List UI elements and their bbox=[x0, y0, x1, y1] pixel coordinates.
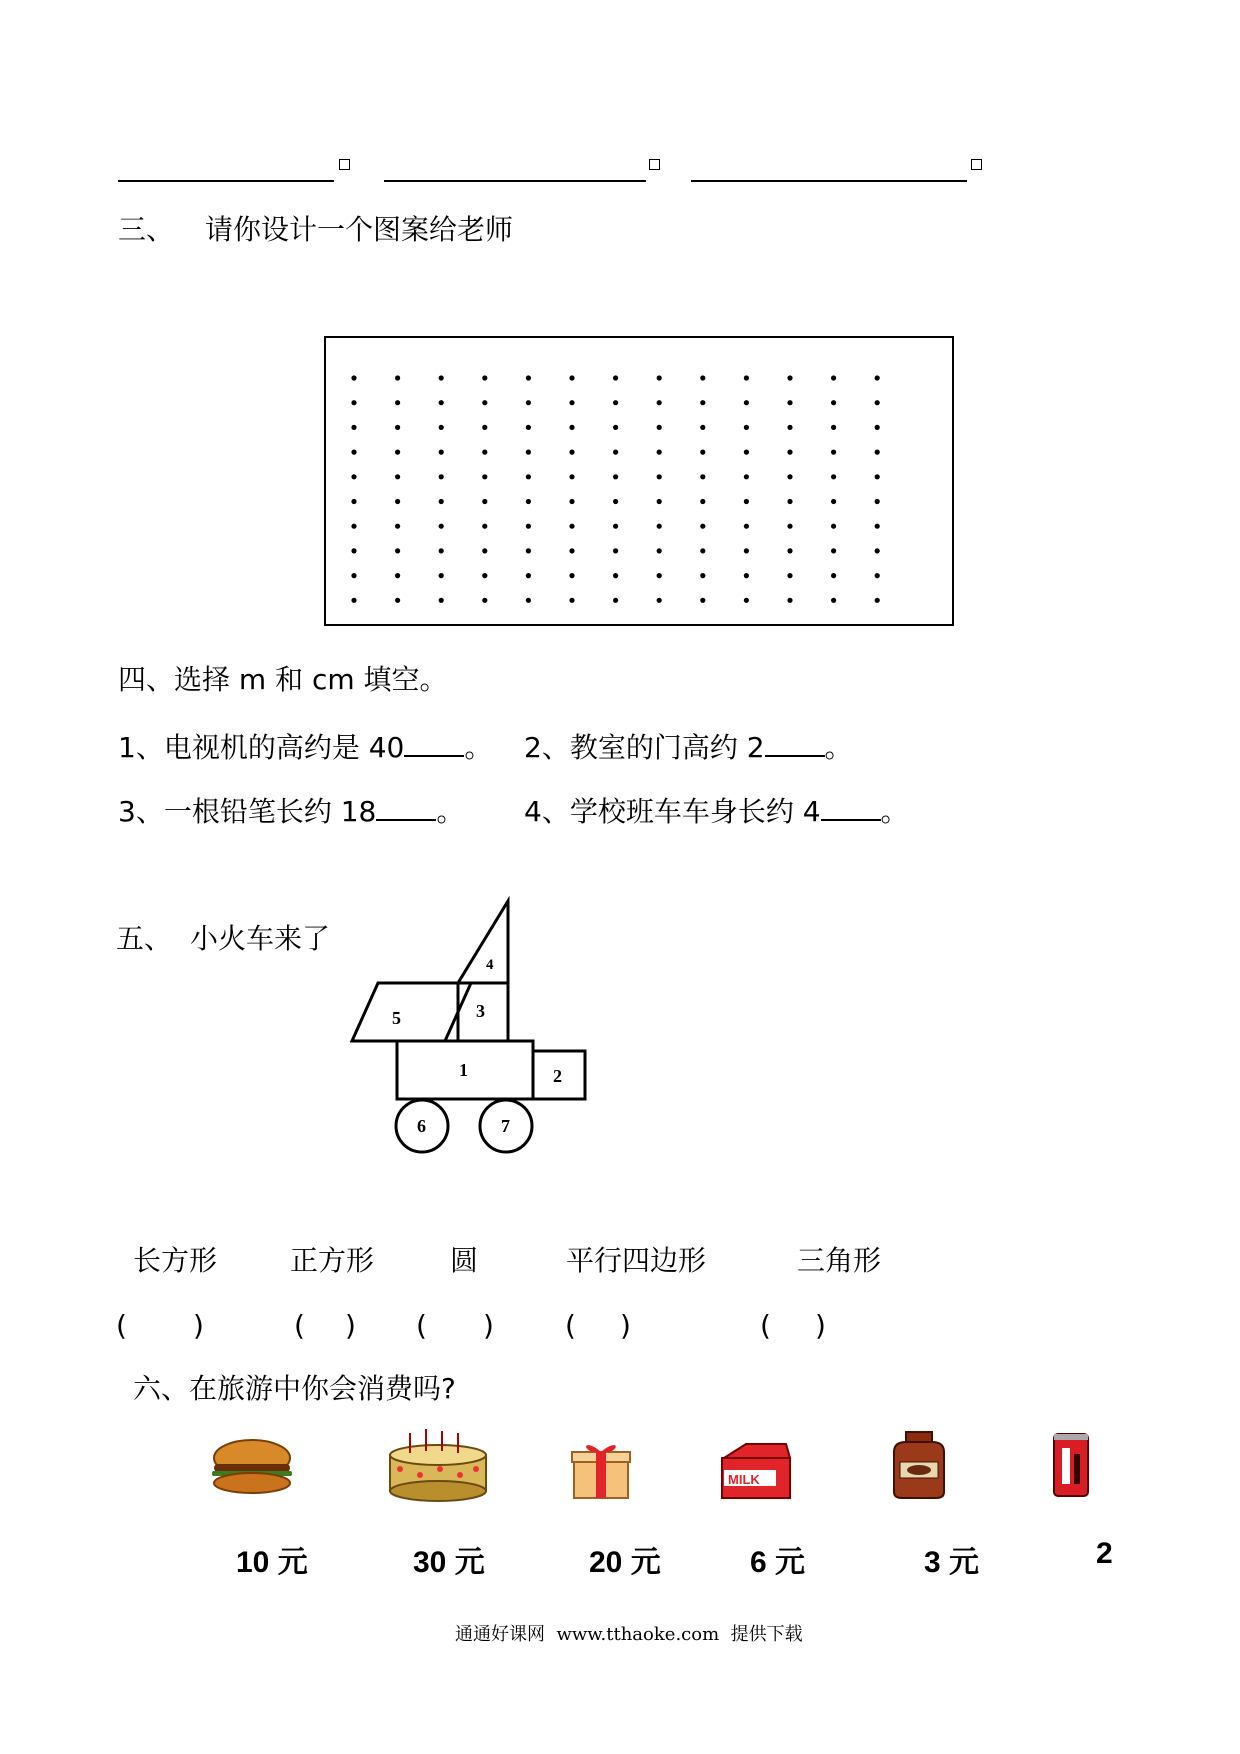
shape-name-parallelogram: 平行四边形 bbox=[566, 1244, 707, 1277]
grid-dot bbox=[831, 573, 836, 578]
grid-dot bbox=[787, 524, 792, 529]
grid-dot bbox=[351, 524, 356, 529]
grid-dot bbox=[526, 548, 531, 553]
gift-box-icon bbox=[570, 1440, 632, 1502]
grid-dot bbox=[700, 425, 705, 430]
grid-dot bbox=[700, 450, 705, 455]
footer-text: 通通好课网 www.tthaoke.com 提供下载 bbox=[455, 1624, 803, 1645]
grid-dot bbox=[526, 499, 531, 504]
box-mark-1 bbox=[339, 159, 350, 170]
grid-dot bbox=[787, 573, 792, 578]
grid-dot bbox=[700, 375, 705, 380]
hamburger-icon bbox=[210, 1438, 294, 1498]
shape-label-7: 7 bbox=[501, 1116, 510, 1136]
grid-dot bbox=[744, 474, 749, 479]
grid-dot bbox=[351, 450, 356, 455]
shape-label-5: 5 bbox=[392, 1008, 401, 1028]
grid-dot bbox=[526, 573, 531, 578]
grid-dot bbox=[744, 573, 749, 578]
question-4-text: 4、学校班车车身长约 4 bbox=[524, 795, 821, 828]
grid-dot bbox=[875, 400, 880, 405]
shape-name-rectangle: 长方形 bbox=[133, 1244, 218, 1277]
grid-dot bbox=[395, 598, 400, 603]
price-milk: 6 元 bbox=[750, 1546, 806, 1579]
grid-dot bbox=[351, 400, 356, 405]
grid-dot bbox=[482, 425, 487, 430]
grid-dot bbox=[482, 524, 487, 529]
grid-dot bbox=[613, 524, 618, 529]
grid-dot bbox=[439, 450, 444, 455]
grid-dot bbox=[526, 474, 531, 479]
answer-blank-1[interactable] bbox=[118, 180, 334, 182]
answer-blank-2[interactable] bbox=[384, 180, 646, 182]
grid-dot bbox=[831, 375, 836, 380]
question-4 bbox=[524, 795, 909, 826]
grid-dot bbox=[657, 425, 662, 430]
grid-dot bbox=[875, 375, 880, 380]
question-1-blank[interactable] bbox=[404, 731, 464, 757]
price-gift: 20 元 bbox=[589, 1546, 661, 1579]
shape-label-6: 6 bbox=[417, 1116, 426, 1136]
answer-paren-rectangle[interactable]: ( ) bbox=[116, 1309, 204, 1342]
question-2 bbox=[524, 731, 853, 762]
grid-dot bbox=[744, 548, 749, 553]
shape-4-triangle bbox=[458, 901, 508, 983]
dot-grid-drawing-area[interactable] bbox=[324, 336, 954, 626]
section6-title: 六、在旅游中你会消费吗? bbox=[133, 1372, 456, 1405]
question-1 bbox=[118, 731, 492, 762]
grid-dot bbox=[831, 450, 836, 455]
grid-dot bbox=[657, 548, 662, 553]
answer-paren-square[interactable]: ( ) bbox=[294, 1309, 356, 1342]
grid-dot bbox=[482, 450, 487, 455]
grid-dot bbox=[613, 400, 618, 405]
grid-dot bbox=[744, 375, 749, 380]
grid-dot bbox=[700, 548, 705, 553]
answer-paren-triangle[interactable]: ( ) bbox=[760, 1309, 826, 1342]
grid-dot bbox=[439, 400, 444, 405]
grid-dot bbox=[700, 598, 705, 603]
grid-dot bbox=[657, 598, 662, 603]
grid-dot bbox=[569, 598, 574, 603]
grid-dot bbox=[569, 375, 574, 380]
grid-dot bbox=[351, 375, 356, 380]
question-2-period: 。 bbox=[824, 731, 853, 764]
question-2-text: 2、教室的门高约 2 bbox=[524, 731, 765, 764]
grid-dot bbox=[657, 499, 662, 504]
grid-dot bbox=[613, 474, 618, 479]
grid-dot bbox=[744, 524, 749, 529]
grid-dot bbox=[569, 450, 574, 455]
grid-dot bbox=[439, 375, 444, 380]
grid-dot bbox=[569, 548, 574, 553]
grid-dot bbox=[526, 425, 531, 430]
grid-dot bbox=[351, 598, 356, 603]
grid-dot bbox=[526, 400, 531, 405]
grid-dot bbox=[787, 450, 792, 455]
shape-name-triangle: 三角形 bbox=[797, 1244, 882, 1277]
birthday-cake-icon bbox=[380, 1425, 496, 1505]
answer-paren-circle[interactable]: ( ) bbox=[416, 1309, 494, 1342]
grid-dot bbox=[439, 499, 444, 504]
grid-dot bbox=[831, 499, 836, 504]
grid-dot bbox=[613, 450, 618, 455]
grid-dot bbox=[439, 474, 444, 479]
price-jam: 3 元 bbox=[924, 1546, 980, 1579]
shape-name-circle: 圆 bbox=[450, 1244, 479, 1277]
grid-dot bbox=[787, 548, 792, 553]
section5-number: 五、 bbox=[116, 922, 173, 955]
grid-dot bbox=[831, 598, 836, 603]
question-4-period: 。 bbox=[880, 795, 909, 828]
grid-dot bbox=[831, 425, 836, 430]
grid-dot bbox=[482, 400, 487, 405]
grid-dot bbox=[395, 450, 400, 455]
grid-dot bbox=[613, 375, 618, 380]
grid-dot bbox=[482, 548, 487, 553]
grid-dot bbox=[875, 474, 880, 479]
price-soda: 2 bbox=[1096, 1537, 1113, 1570]
grid-dot bbox=[482, 499, 487, 504]
grid-dot bbox=[787, 474, 792, 479]
grid-dot bbox=[744, 425, 749, 430]
grid-dot bbox=[569, 474, 574, 479]
grid-dot bbox=[351, 499, 356, 504]
grid-dot bbox=[482, 375, 487, 380]
milk-label: MILK bbox=[728, 1472, 760, 1487]
grid-dot bbox=[831, 548, 836, 553]
grid-dot bbox=[744, 450, 749, 455]
grid-dot bbox=[526, 375, 531, 380]
grid-dot bbox=[613, 499, 618, 504]
grid-dot bbox=[526, 524, 531, 529]
grid-dot bbox=[439, 598, 444, 603]
grid-dot bbox=[482, 598, 487, 603]
grid-dot bbox=[787, 425, 792, 430]
box-mark-2 bbox=[649, 159, 660, 170]
grid-dot bbox=[744, 400, 749, 405]
shape-5-parallelogram-drawn bbox=[352, 983, 471, 1041]
grid-dot bbox=[569, 425, 574, 430]
grid-dot bbox=[787, 598, 792, 603]
grid-dot bbox=[700, 499, 705, 504]
answer-paren-parallelogram[interactable]: ( ) bbox=[565, 1309, 631, 1342]
grid-dot bbox=[787, 375, 792, 380]
dot-grid bbox=[326, 338, 952, 624]
grid-dot bbox=[569, 400, 574, 405]
grid-dot bbox=[439, 425, 444, 430]
grid-dot bbox=[439, 548, 444, 553]
grid-dot bbox=[569, 573, 574, 578]
grid-dot bbox=[744, 499, 749, 504]
grid-dot bbox=[395, 548, 400, 553]
grid-dot bbox=[482, 474, 487, 479]
grid-dot bbox=[613, 573, 618, 578]
price-cake: 30 元 bbox=[413, 1546, 485, 1579]
grid-dot bbox=[395, 524, 400, 529]
grid-dot bbox=[395, 400, 400, 405]
grid-dot bbox=[700, 524, 705, 529]
grid-dot bbox=[395, 474, 400, 479]
grid-dot bbox=[700, 474, 705, 479]
grid-dot bbox=[526, 598, 531, 603]
section4-title: 四、选择 m 和 cm 填空。 bbox=[118, 663, 448, 696]
section5-title: 小火车来了 bbox=[190, 922, 331, 955]
grid-dot bbox=[351, 474, 356, 479]
price-hamburger: 10 元 bbox=[236, 1546, 308, 1579]
answer-blank-3[interactable] bbox=[691, 180, 967, 182]
question-3-text: 3、一根铅笔长约 18 bbox=[118, 795, 377, 828]
question-3-period: 。 bbox=[436, 795, 465, 828]
grid-dot bbox=[700, 573, 705, 578]
box-mark-3 bbox=[971, 159, 982, 170]
grid-dot bbox=[657, 474, 662, 479]
grid-dot bbox=[351, 573, 356, 578]
grid-dot bbox=[395, 425, 400, 430]
question-1-period: 。 bbox=[464, 731, 493, 764]
grid-dot bbox=[613, 548, 618, 553]
grid-dot bbox=[569, 524, 574, 529]
grid-dot bbox=[613, 598, 618, 603]
train-diagram bbox=[350, 895, 610, 1175]
grid-dot bbox=[831, 400, 836, 405]
grid-dot bbox=[351, 548, 356, 553]
grid-dot bbox=[657, 450, 662, 455]
question-3-blank[interactable] bbox=[376, 795, 436, 821]
milk-carton-icon bbox=[716, 1440, 794, 1502]
grid-dot bbox=[875, 450, 880, 455]
grid-dot bbox=[482, 573, 487, 578]
jam-jar-icon bbox=[886, 1430, 952, 1502]
grid-dot bbox=[700, 400, 705, 405]
grid-dot bbox=[787, 400, 792, 405]
question-1-text: 1、电视机的高约是 40 bbox=[118, 731, 405, 764]
grid-dot bbox=[875, 425, 880, 430]
grid-dot bbox=[613, 425, 618, 430]
grid-dot bbox=[657, 524, 662, 529]
grid-dot bbox=[657, 573, 662, 578]
section3-title: 请你设计一个图案给老师 bbox=[205, 213, 514, 246]
grid-dot bbox=[875, 573, 880, 578]
grid-dot bbox=[831, 474, 836, 479]
question-3 bbox=[118, 795, 464, 826]
grid-dot bbox=[439, 573, 444, 578]
grid-dot bbox=[875, 524, 880, 529]
question-2-blank[interactable] bbox=[765, 731, 825, 757]
grid-dot bbox=[351, 425, 356, 430]
grid-dot bbox=[744, 598, 749, 603]
grid-dot bbox=[526, 450, 531, 455]
grid-dot bbox=[787, 499, 792, 504]
section3-number: 三、 bbox=[118, 213, 175, 246]
shape-label-4: 4 bbox=[486, 957, 494, 973]
grid-dot bbox=[395, 499, 400, 504]
shape-label-3: 3 bbox=[476, 1001, 485, 1021]
shape-label-2: 2 bbox=[553, 1066, 562, 1086]
shape-name-square: 正方形 bbox=[290, 1244, 375, 1277]
grid-dot bbox=[395, 375, 400, 380]
grid-dot bbox=[657, 400, 662, 405]
grid-dot bbox=[439, 524, 444, 529]
grid-dot bbox=[569, 499, 574, 504]
grid-dot bbox=[657, 375, 662, 380]
question-4-blank[interactable] bbox=[821, 795, 881, 821]
soda-can-icon bbox=[1050, 1430, 1092, 1500]
grid-dot bbox=[875, 548, 880, 553]
grid-dot bbox=[395, 573, 400, 578]
shape-label-1: 1 bbox=[459, 1060, 468, 1080]
grid-dot bbox=[875, 598, 880, 603]
grid-dot bbox=[875, 499, 880, 504]
grid-dot bbox=[831, 524, 836, 529]
